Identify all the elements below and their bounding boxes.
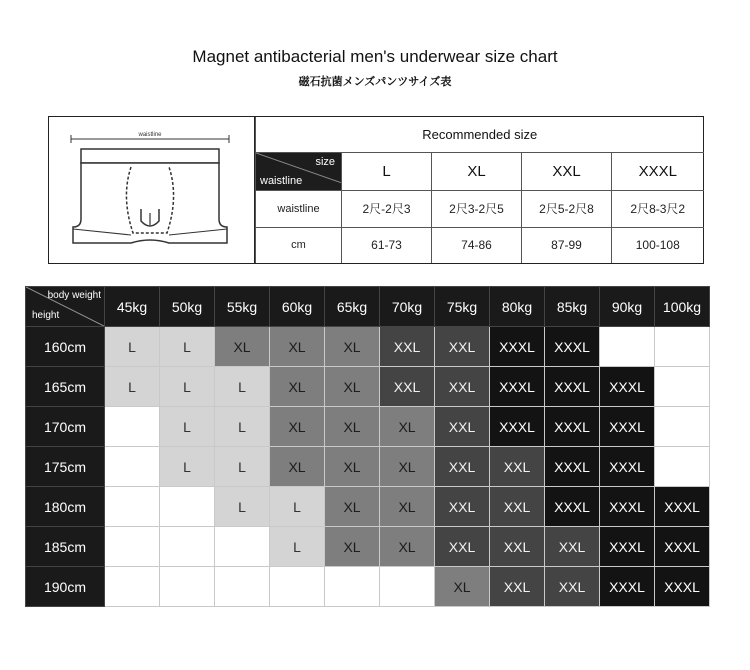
size-cell [380, 567, 435, 607]
recommended-size-title: Recommended size [256, 117, 704, 153]
size-cell: XL [325, 487, 380, 527]
size-cell: XXL [490, 567, 545, 607]
size-cell: XL [325, 527, 380, 567]
size-cell: XL [325, 367, 380, 407]
height-weight-size-table [25, 286, 710, 607]
weight-header-cell: 70kg [380, 287, 435, 327]
recommended-size-box [48, 116, 704, 264]
size-cell: XXXL [600, 407, 655, 447]
underwear-diagram [49, 117, 255, 263]
page-title: Magnet antibacterial men's underwear size chart [192, 47, 558, 66]
size-cell [215, 527, 270, 567]
cm-row-label: cm [256, 227, 342, 263]
page-subtitle: 磁石抗菌メンズパンツサイズ表 [298, 75, 452, 88]
size-cell: XL [215, 327, 270, 367]
weight-header-cell: 45kg [105, 287, 160, 327]
size-cell: XXL [490, 447, 545, 487]
size-cell: XXL [490, 527, 545, 567]
chart-corner-cell [26, 287, 105, 327]
recommended-corner-cell [256, 153, 342, 191]
size-cell [600, 327, 655, 367]
size-cell: XL [270, 407, 325, 447]
size-cell: L [105, 327, 160, 367]
size-cell: XXXL [545, 367, 600, 407]
size-cell [215, 567, 270, 607]
size-cell: XXXL [545, 407, 600, 447]
height-label-cell: 180cm [26, 487, 105, 527]
size-cell: XXXL [490, 327, 545, 367]
size-cell: L [160, 407, 215, 447]
size-cell: XXXL [545, 487, 600, 527]
size-header-XL: XL [432, 153, 522, 191]
height-label-cell: 170cm [26, 407, 105, 447]
size-cell: XXL [435, 367, 490, 407]
size-cell: XL [270, 367, 325, 407]
corner-waistline-label: waistline [260, 175, 303, 188]
size-cell: XL [270, 447, 325, 487]
size-cell: XXL [380, 367, 435, 407]
size-cell: XL [270, 327, 325, 367]
waistline-value: 2尺-2尺3 [342, 191, 432, 228]
corner-size-label: size [315, 156, 335, 169]
cm-value: 74-86 [432, 227, 522, 263]
size-cell [655, 407, 710, 447]
size-cell: XXXL [490, 407, 545, 447]
size-cell: XXXL [600, 527, 655, 567]
size-cell: XXL [490, 487, 545, 527]
size-cell [105, 527, 160, 567]
size-cell: XXL [435, 327, 490, 367]
size-cell [325, 567, 380, 607]
table-row [26, 447, 710, 487]
size-cell: L [160, 447, 215, 487]
diagram-waistline-label: waistline [138, 132, 162, 138]
size-cell: XXL [435, 447, 490, 487]
size-cell [655, 447, 710, 487]
recommended-size-table [255, 117, 704, 263]
height-label-cell: 165cm [26, 367, 105, 407]
cm-value: 100-108 [612, 227, 704, 263]
size-cell: L [160, 367, 215, 407]
size-cell: XL [325, 447, 380, 487]
size-cell: XXL [380, 327, 435, 367]
weight-header-cell: 60kg [270, 287, 325, 327]
size-cell [270, 567, 325, 607]
table-row [26, 327, 710, 367]
size-cell: XXL [435, 527, 490, 567]
size-cell: XL [380, 407, 435, 447]
size-cell: L [270, 487, 325, 527]
size-cell: XL [380, 527, 435, 567]
cm-row [256, 227, 704, 263]
size-cell: XXXL [655, 527, 710, 567]
size-header-L: L [342, 153, 432, 191]
size-cell: XXXL [655, 487, 710, 527]
weight-header-cell: 100kg [655, 287, 710, 327]
size-cell [655, 327, 710, 367]
size-cell [160, 527, 215, 567]
size-cell [105, 567, 160, 607]
height-label-cell: 185cm [26, 527, 105, 567]
underwear-diagram-icon [49, 117, 254, 263]
size-header-XXXL: XXXL [612, 153, 704, 191]
waistline-row [256, 191, 704, 228]
size-cell [105, 487, 160, 527]
size-cell: XXXL [490, 367, 545, 407]
weight-header-cell: 85kg [545, 287, 600, 327]
size-cell: XXL [435, 487, 490, 527]
size-cell: XXXL [600, 367, 655, 407]
size-cell: XXL [545, 527, 600, 567]
cm-value: 61-73 [342, 227, 432, 263]
size-cell: XL [325, 407, 380, 447]
size-cell: XL [380, 487, 435, 527]
size-cell: XXXL [545, 447, 600, 487]
corner-weight-label: body weight [47, 290, 101, 301]
size-cell [105, 447, 160, 487]
weight-header-cell: 90kg [600, 287, 655, 327]
weight-header-row [26, 287, 710, 327]
size-cell: XXXL [600, 487, 655, 527]
height-label-cell: 190cm [26, 567, 105, 607]
size-cell: L [215, 367, 270, 407]
size-cell: L [215, 447, 270, 487]
size-cell: XXXL [600, 567, 655, 607]
height-label-cell: 160cm [26, 327, 105, 367]
size-header-XXL: XXL [522, 153, 612, 191]
size-cell: XXXL [655, 567, 710, 607]
size-cell: L [215, 487, 270, 527]
waistline-value: 2尺3-2尺5 [432, 191, 522, 228]
size-cell: L [270, 527, 325, 567]
size-cell: L [105, 367, 160, 407]
corner-height-label: height [32, 310, 60, 321]
size-cell [160, 567, 215, 607]
weight-header-cell: 55kg [215, 287, 270, 327]
size-cell: XXL [435, 407, 490, 447]
table-row [26, 367, 710, 407]
table-row [26, 567, 710, 607]
table-row [26, 407, 710, 447]
size-cell [655, 367, 710, 407]
size-cell: XXXL [545, 327, 600, 367]
size-cell: XL [325, 327, 380, 367]
weight-header-cell: 75kg [435, 287, 490, 327]
table-row [26, 487, 710, 527]
waistline-value: 2尺5-2尺8 [522, 191, 612, 228]
size-cell [105, 407, 160, 447]
waistline-value: 2尺8-3尺2 [612, 191, 704, 228]
waistline-row-label: waistline [256, 191, 342, 228]
cm-value: 87-99 [522, 227, 612, 263]
size-cell: XL [380, 447, 435, 487]
size-cell: XL [435, 567, 490, 607]
size-cell: L [215, 407, 270, 447]
size-cell: XXXL [600, 447, 655, 487]
size-cell [160, 487, 215, 527]
weight-header-cell: 80kg [490, 287, 545, 327]
table-row [26, 527, 710, 567]
height-label-cell: 175cm [26, 447, 105, 487]
size-cell: L [160, 327, 215, 367]
weight-header-cell: 50kg [160, 287, 215, 327]
weight-header-cell: 65kg [325, 287, 380, 327]
size-cell: XXL [545, 567, 600, 607]
